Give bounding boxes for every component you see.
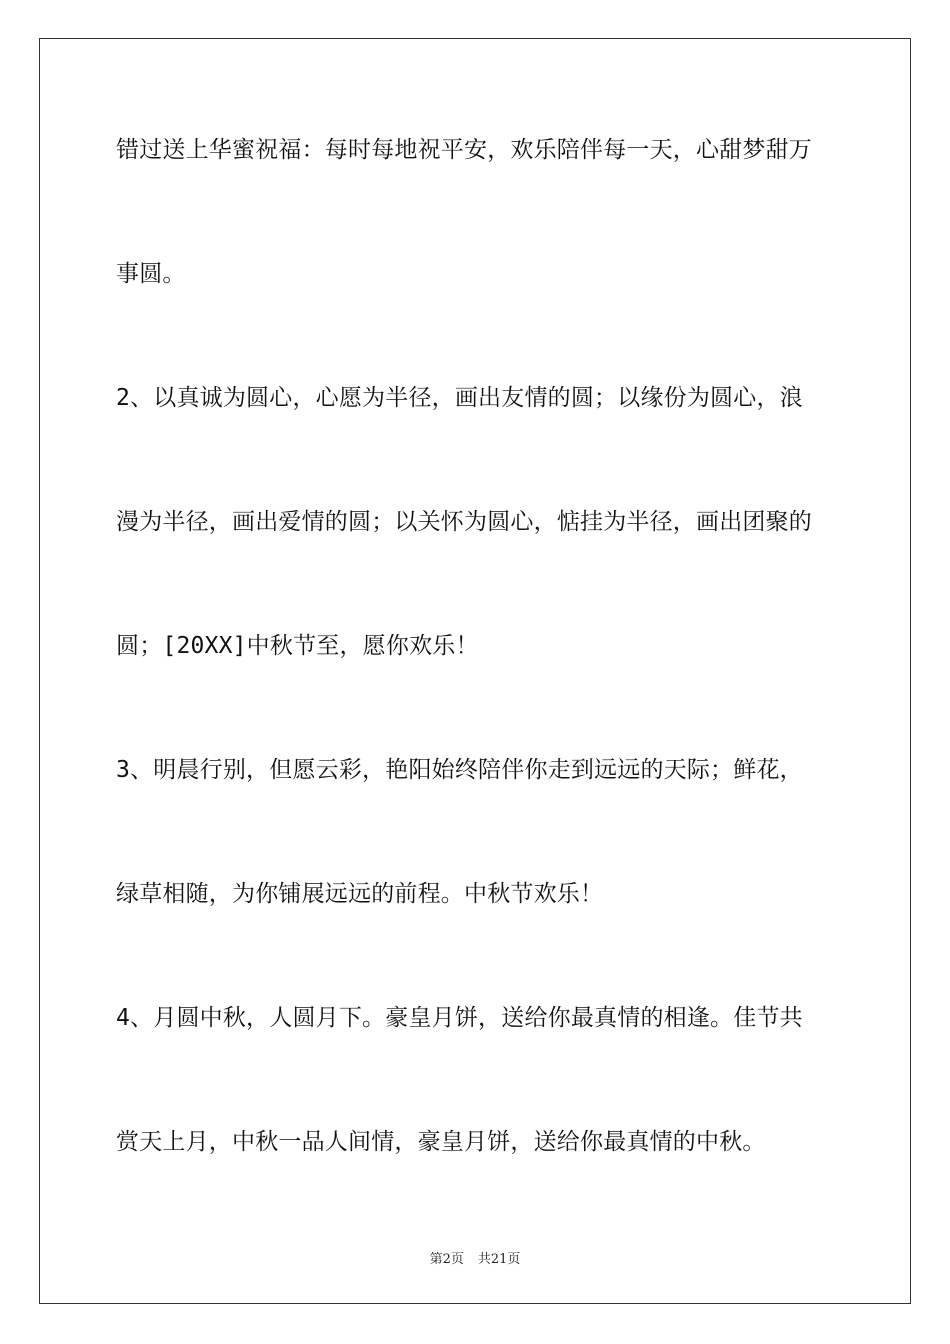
text-line: 4、月圆中秋，人圆月下。豪皇月饼，送给你最真情的相逢。佳节共 <box>116 1005 803 1031</box>
text-line: 漫为半径，画出爱情的圆；以关怀为圆心，惦挂为半径，画出团聚的 <box>116 509 812 535</box>
page-footer <box>0 1248 950 1267</box>
text-line: 赏天上月，中秋一品人间情，豪皇月饼，送给你最真情的中秋。 <box>116 1129 766 1155</box>
text-line: 2、以真诚为圆心，心愿为半径，画出友情的圆；以缘份为圆心，浪 <box>116 385 803 411</box>
page-frame <box>39 38 911 1304</box>
page-number: 第2页 <box>429 1252 464 1267</box>
text-line: 绿草相随，为你铺展远远的前程。中秋节欢乐！ <box>116 881 604 907</box>
text-line: 错过送上华蜜祝福：每时每地祝平安，欢乐陪伴每一天，心甜梦甜万 <box>116 137 812 163</box>
text-line: 事圆。 <box>116 261 186 287</box>
text-line: 3、明晨行别，但愿云彩，艳阳始终陪伴你走到远远的天际；鲜花， <box>116 757 803 783</box>
text-line: 圆；[20XX]中秋节至，愿你欢乐！ <box>116 633 479 659</box>
total-pages: 共21页 <box>477 1252 521 1267</box>
